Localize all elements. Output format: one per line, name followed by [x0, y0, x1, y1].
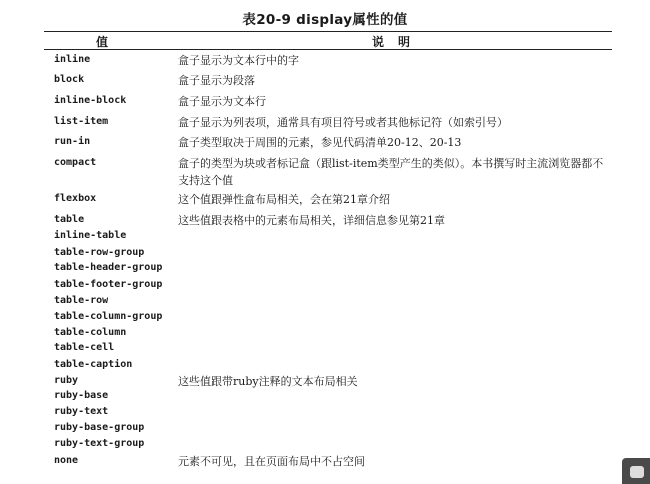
description-cell: 盒子类型取决于周围的元素，参见代码清单20-12、20-13 — [178, 136, 462, 149]
value-cell: table — [54, 214, 85, 225]
value-cell: block — [54, 74, 85, 85]
description-cell: 盒子显示为段落 — [178, 74, 255, 87]
value-cell: list-item — [54, 116, 109, 127]
header-rule — [44, 49, 612, 50]
value-cell: ruby-text-group — [54, 438, 145, 449]
value-cell: flexbox — [54, 193, 97, 204]
value-cell: ruby-text — [54, 406, 109, 417]
value-cell: table-footer-group — [54, 279, 163, 290]
value-cell: inline — [54, 54, 91, 65]
description-cell: 盒子显示为列表项，通常具有项目符号或者其他标记符（如索引号） — [178, 116, 508, 129]
floating-widget[interactable] — [622, 458, 650, 484]
description-cell: 盒子显示为文本行 — [178, 95, 266, 108]
value-cell: table-row — [54, 295, 109, 306]
description-cell: 盒子的类型为块或者标记盒（跟list-item类型产生的类似）。本书撰写时主流浏览器都不支持这个值 — [178, 157, 604, 187]
description-cell: 这些值跟表格中的元素布局相关，详细信息参见第21章 — [178, 214, 445, 227]
description-cell: 这个值跟弹性盒布局相关，会在第21章介绍 — [178, 193, 390, 206]
description-cell: 盒子显示为文本行中的字 — [178, 54, 299, 67]
table-title: 表20-9 display属性的值 — [242, 12, 408, 28]
column-header-value: 值 — [96, 35, 109, 49]
description-cell: 这些值跟带ruby注释的文本布局相关 — [178, 375, 358, 388]
value-cell: run-in — [54, 136, 91, 147]
table-top-rule — [44, 31, 612, 32]
value-cell: table-row-group — [54, 247, 145, 258]
value-cell: none — [54, 455, 79, 466]
description-cell: 元素不可见，且在页面布局中不占空间 — [178, 455, 365, 468]
value-cell: ruby — [54, 375, 79, 386]
value-cell: table-cell — [54, 342, 115, 353]
value-cell: table-column-group — [54, 311, 163, 322]
value-cell: table-caption — [54, 359, 133, 370]
value-cell: ruby-base — [54, 390, 109, 401]
value-cell: ruby-base-group — [54, 422, 145, 433]
value-cell: table-header-group — [54, 262, 163, 273]
value-cell: inline-block — [54, 95, 127, 106]
column-header-description: 说明 — [372, 35, 425, 49]
value-cell: inline-table — [54, 230, 127, 241]
widget-icon — [630, 466, 644, 478]
value-cell: table-column — [54, 327, 127, 338]
value-cell: compact — [54, 157, 97, 168]
